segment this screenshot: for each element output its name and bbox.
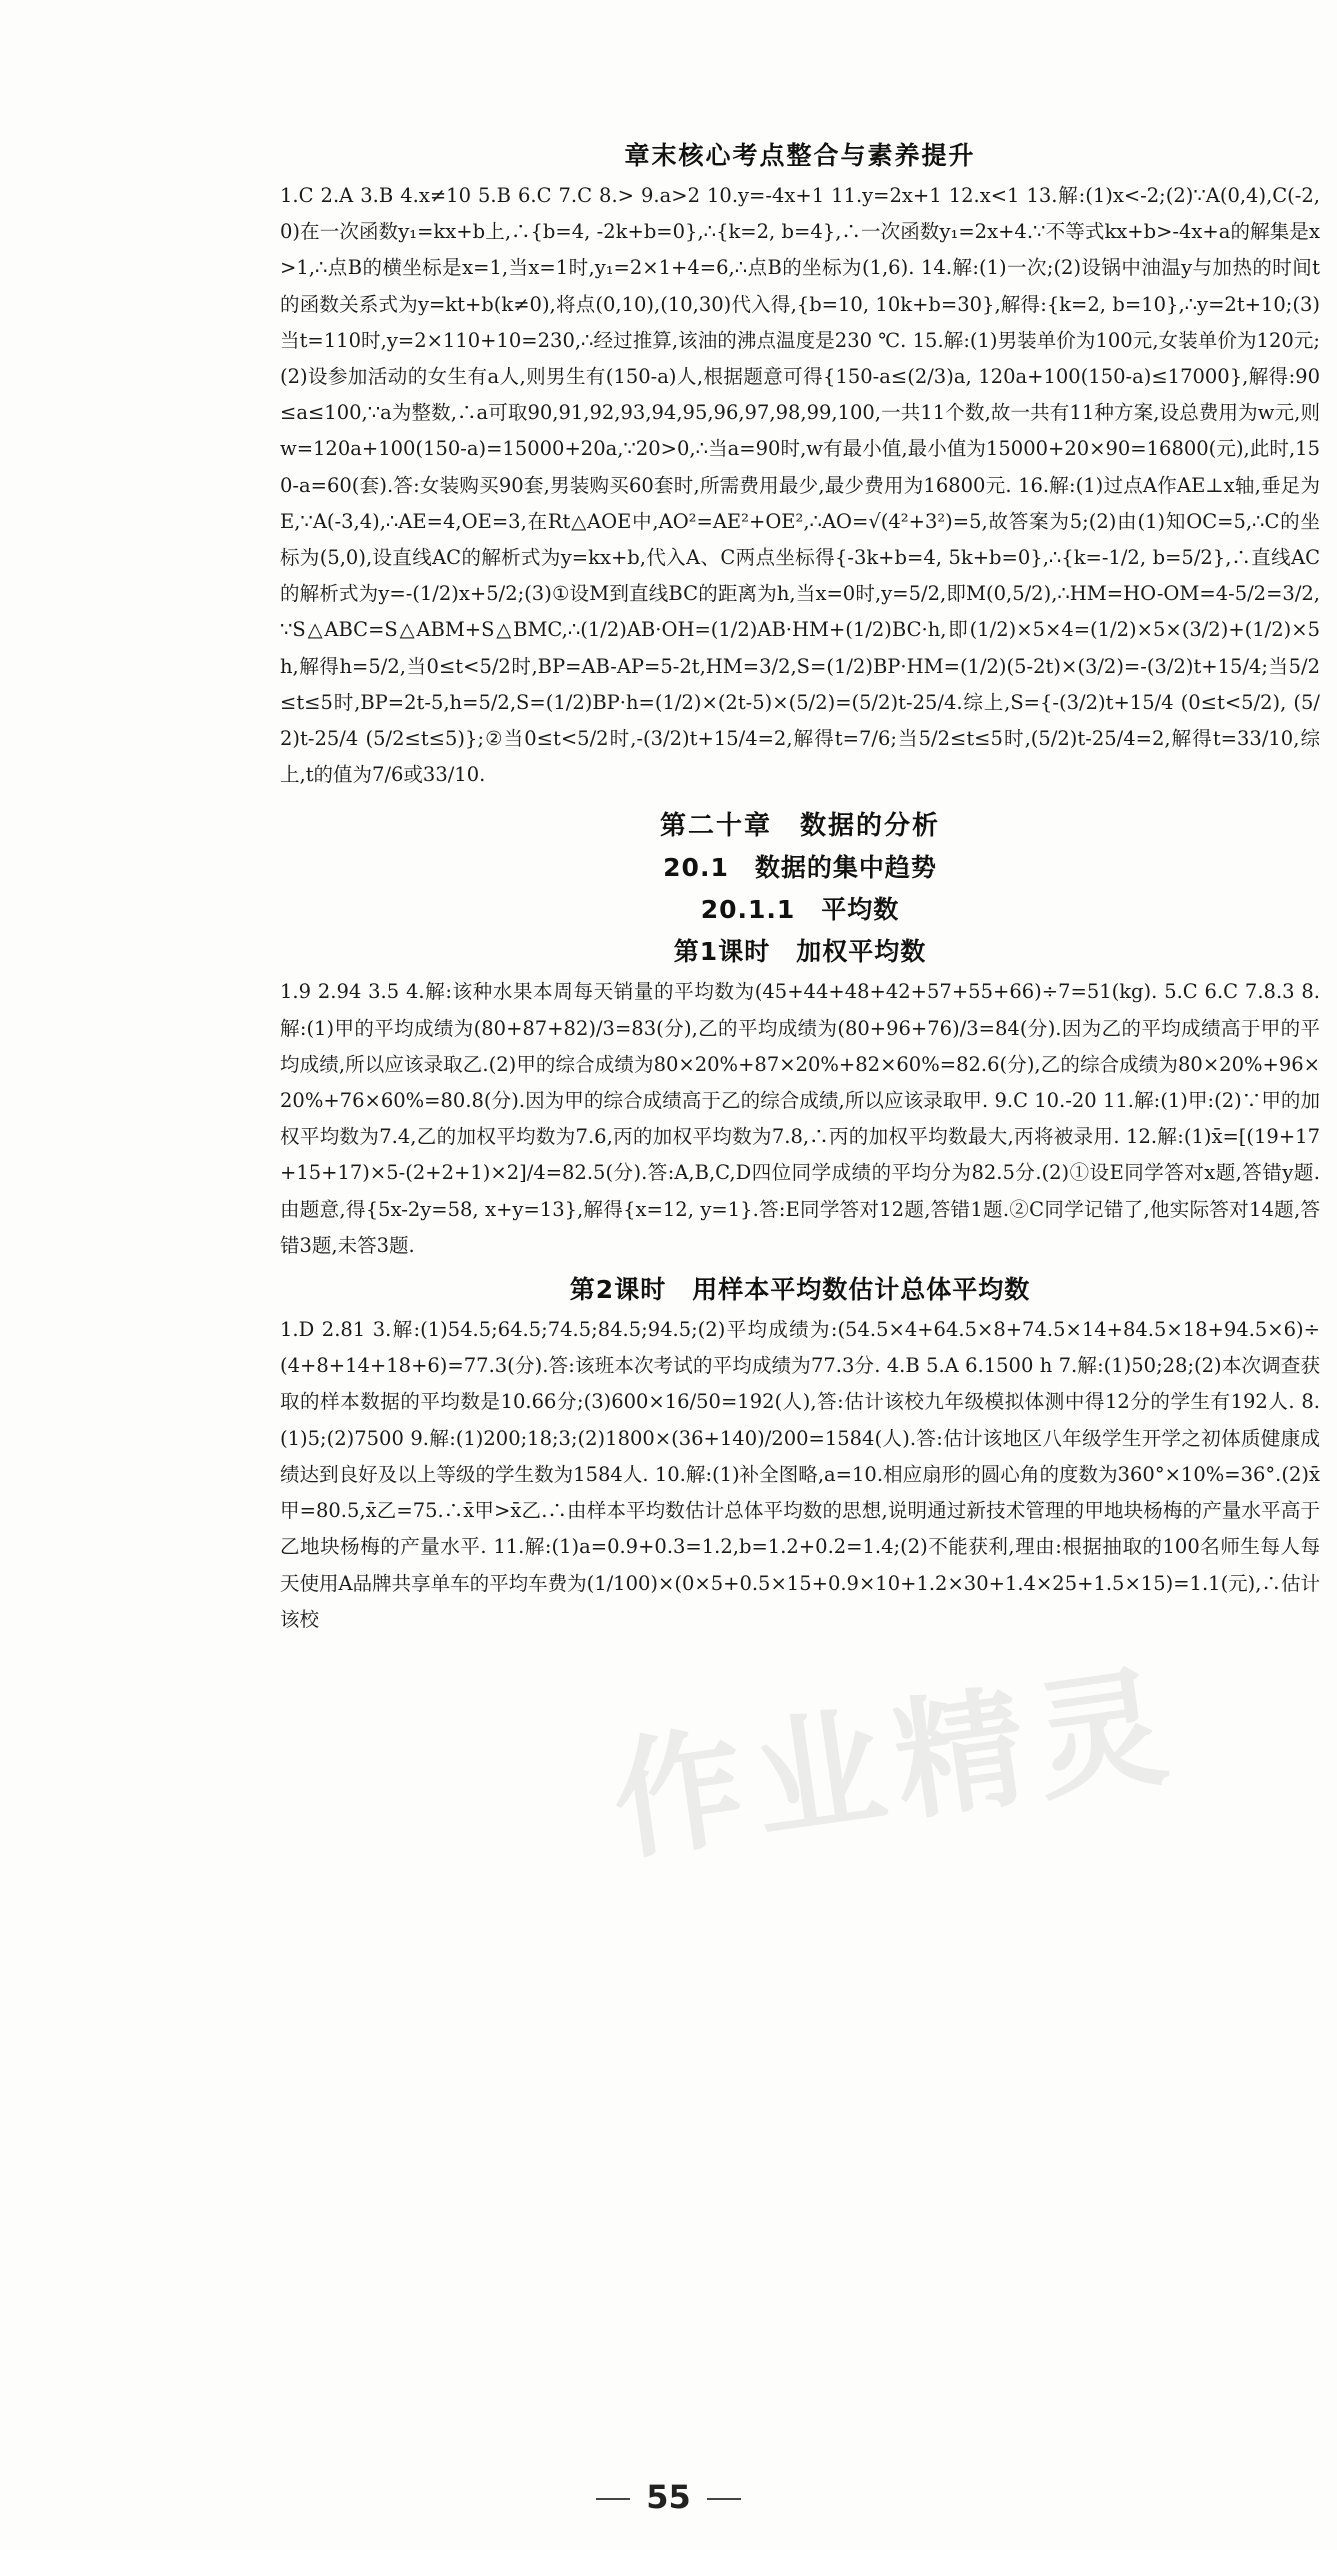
chapter-title: 第二十章 数据的分析 bbox=[659, 811, 940, 842]
subsubsection-title: 20.1.1 平均数 bbox=[700, 895, 900, 925]
subsection-title: 20.1 数据的集中趋势 bbox=[663, 853, 937, 883]
lesson-2-title: 第2课时 用样本平均数估计总体平均数 bbox=[569, 1275, 1031, 1305]
watermark-stamp: 作业精灵 bbox=[603, 1649, 1188, 1879]
lesson-2-answers: 1.D 2.81 3.解:(1)54.5;64.5;74.5;84.5;94.5;(2)平均成绩为:(54.5×4+64.5×8+74.5×14+84.5×18+94.5×6)÷(4+8+14+18+6)=77.3(分).答:该班本次考试的平均成绩为77.3分. 4.B 5.A 6.1500 h 7.解:(1)50;28;(2)本次调查获取的样本数据的平均数是10.66分;(3)600×16/50=192(人),答:估计该校九年级模拟体测中得12分的学生有192人. 8.(1)5;(2)7500 9.解:(1)200;18;3;(2)1800×(36+140)/200=1584(人).答:估计该地区八年级学生开学之初体质健康成绩达到良好及以上等级的学生数为1584人. 10.解:(1)补全图略,a=10.相应扇形的圆心角的度数为360°×10%=36°.(2)x̄甲=80.5,x̄乙=75.∴x̄甲>x̄乙.∴由样本平均数估计总体平均数的思想,说明通过新技术管理的甲地块杨梅的产量水平高于乙地块杨梅的产量水平. 11.解:(1)a=0.9+0.3=1.2,b=1.2+0.2=1.4;(2)不能获利,理由:根据抽取的100名师生每人每天使用A品牌共享单车的平均车费为(1/100)×(0×5+0.5×15+0.9×10+1.2×30+1.4×25+1.5×15)=1.1(元),∴估计该校 bbox=[280, 1318, 1320, 1631]
page-content bbox=[280, 130, 1320, 1638]
lesson-1-title: 第1课时 加权平均数 bbox=[673, 937, 927, 967]
page-number: 55 bbox=[0, 2478, 1337, 2516]
lesson-1-answers: 1.9 2.94 3.5 4.解:该种水果本周每天销量的平均数为(45+44+48+42+57+55+66)÷7=51(kg). 5.C 6.C 7.8.3 8.解:(1)甲的平均成绩为(80+87+82)/3=83(分),乙的平均成绩为(80+96+76)/3=84(分).因为乙的平均成绩高于甲的平均成绩,所以应该录取乙.(2)甲的综合成绩为80×20%+87×20%+82×60%=82.6(分),乙的综合成绩为80×20%+96×20%+76×60%=80.8(分).因为甲的综合成绩高于乙的综合成绩,所以应该录取甲. 9.C 10.-20 11.解:(1)甲:(2)∵甲的加权平均数为7.4,乙的加权平均数为7.6,丙的加权平均数为7.8,∴丙的加权平均数最大,丙将被录用. 12.解:(1)x̄=[(19+17+15+17)×5-(2+2+1)×2]/4=82.5(分).答:A,B,C,D四位同学成绩的平均分为82.5分.(2)①设E同学答对x题,答错y题.由题意,得{5x-2y=58, x+y=13},解得{x=12, y=1}.答:E同学答对12题,答错1题.②C同学记错了,他实际答对14题,答错3题,未答3题. bbox=[280, 980, 1320, 1257]
section-title: 章末核心考点整合与素养提升 bbox=[624, 141, 976, 170]
section-answers: 1.C 2.A 3.B 4.x≠10 5.B 6.C 7.C 8.> 9.a>2 10.y=-4x+1 11.y=2x+1 12.x<1 13.解:(1)x<-2;(2)∵A(0,4),C(-2,0)在一次函数y₁=kx+b上,∴{b=4, -2k+b=0},∴{k=2, b=4},∴一次函数y₁=2x+4.∵不等式kx+b>-4x+a的解集是x>1,∴点B的横坐标是x=1,当x=1时,y₁=2×1+4=6,∴点B的坐标为(1,6). 14.解:(1)一次;(2)设锅中油温y与加热的时间t的函数关系式为y=kt+b(k≠0),将点(0,10),(10,30)代入得,{b=10, 10k+b=30},解得:{k=2, b=10},∴y=2t+10;(3)当t=110时,y=2×110+10=230,∴经过推算,该油的沸点温度是230 ℃. 15.解:(1)男装单价为100元,女装单价为120元;(2)设参加活动的女生有a人,则男生有(150-a)人,根据题意可得{150-a≤(2/3)a, 120a+100(150-a)≤17000},解得:90≤a≤100,∵a为整数,∴a可取90,91,92,93,94,95,96,97,98,99,100,一共11个数,故一共有11种方案,设总费用为w元,则w=120a+100(150-a)=15000+20a,∵20>0,∴当a=90时,w有最小值,最小值为15000+20×90=16800(元),此时,150-a=60(套).答:女装购买90套,男装购买60套时,所需费用最少,最少费用为16800元. 16.解:(1)过点A作AE⊥x轴,垂足为E,∵A(-3,4),∴AE=4,OE=3,在Rt△AOE中,AO²=AE²+OE²,∴AO=√(4²+3²)=5,故答案为5;(2)由(1)知OC=5,∴C的坐标为(5,0),设直线AC的解析式为y=kx+b,代入A、C两点坐标得{-3k+b=4, 5k+b=0},∴{k=-1/2, b=5/2},∴直线AC的解析式为y=-(1/2)x+5/2;(3)①设M到直线BC的距离为h,当x=0时,y=5/2,即M(0,5/2),∴HM=HO-OM=4-5/2=3/2,∵S△ABC=S△ABM+S△BMC,∴(1/2)AB·OH=(1/2)AB·HM+(1/2)BC·h,即(1/2)×5×4=(1/2)×5×(3/2)+(1/2)×5h,解得h=5/2,当0≤t<5/2时,BP=AB-AP=5-2t,HM=3/2,S=(1/2)BP·HM=(1/2)(5-2t)×(3/2)=-(3/2)t+15/4;当5/2≤t≤5时,BP=2t-5,h=5/2,S=(1/2)BP·h=(1/2)×(2t-5)×(5/2)=(5/2)t-25/4.综上,S={-(3/2)t+15/4 (0≤t<5/2), (5/2)t-25/4 (5/2≤t≤5)};②当0≤t<5/2时,-(3/2)t+15/4=2,解得t=7/6;当5/2≤t≤5时,(5/2)t-25/4=2,解得t=33/10,综上,t的值为7/6或33/10. bbox=[280, 184, 1320, 787]
